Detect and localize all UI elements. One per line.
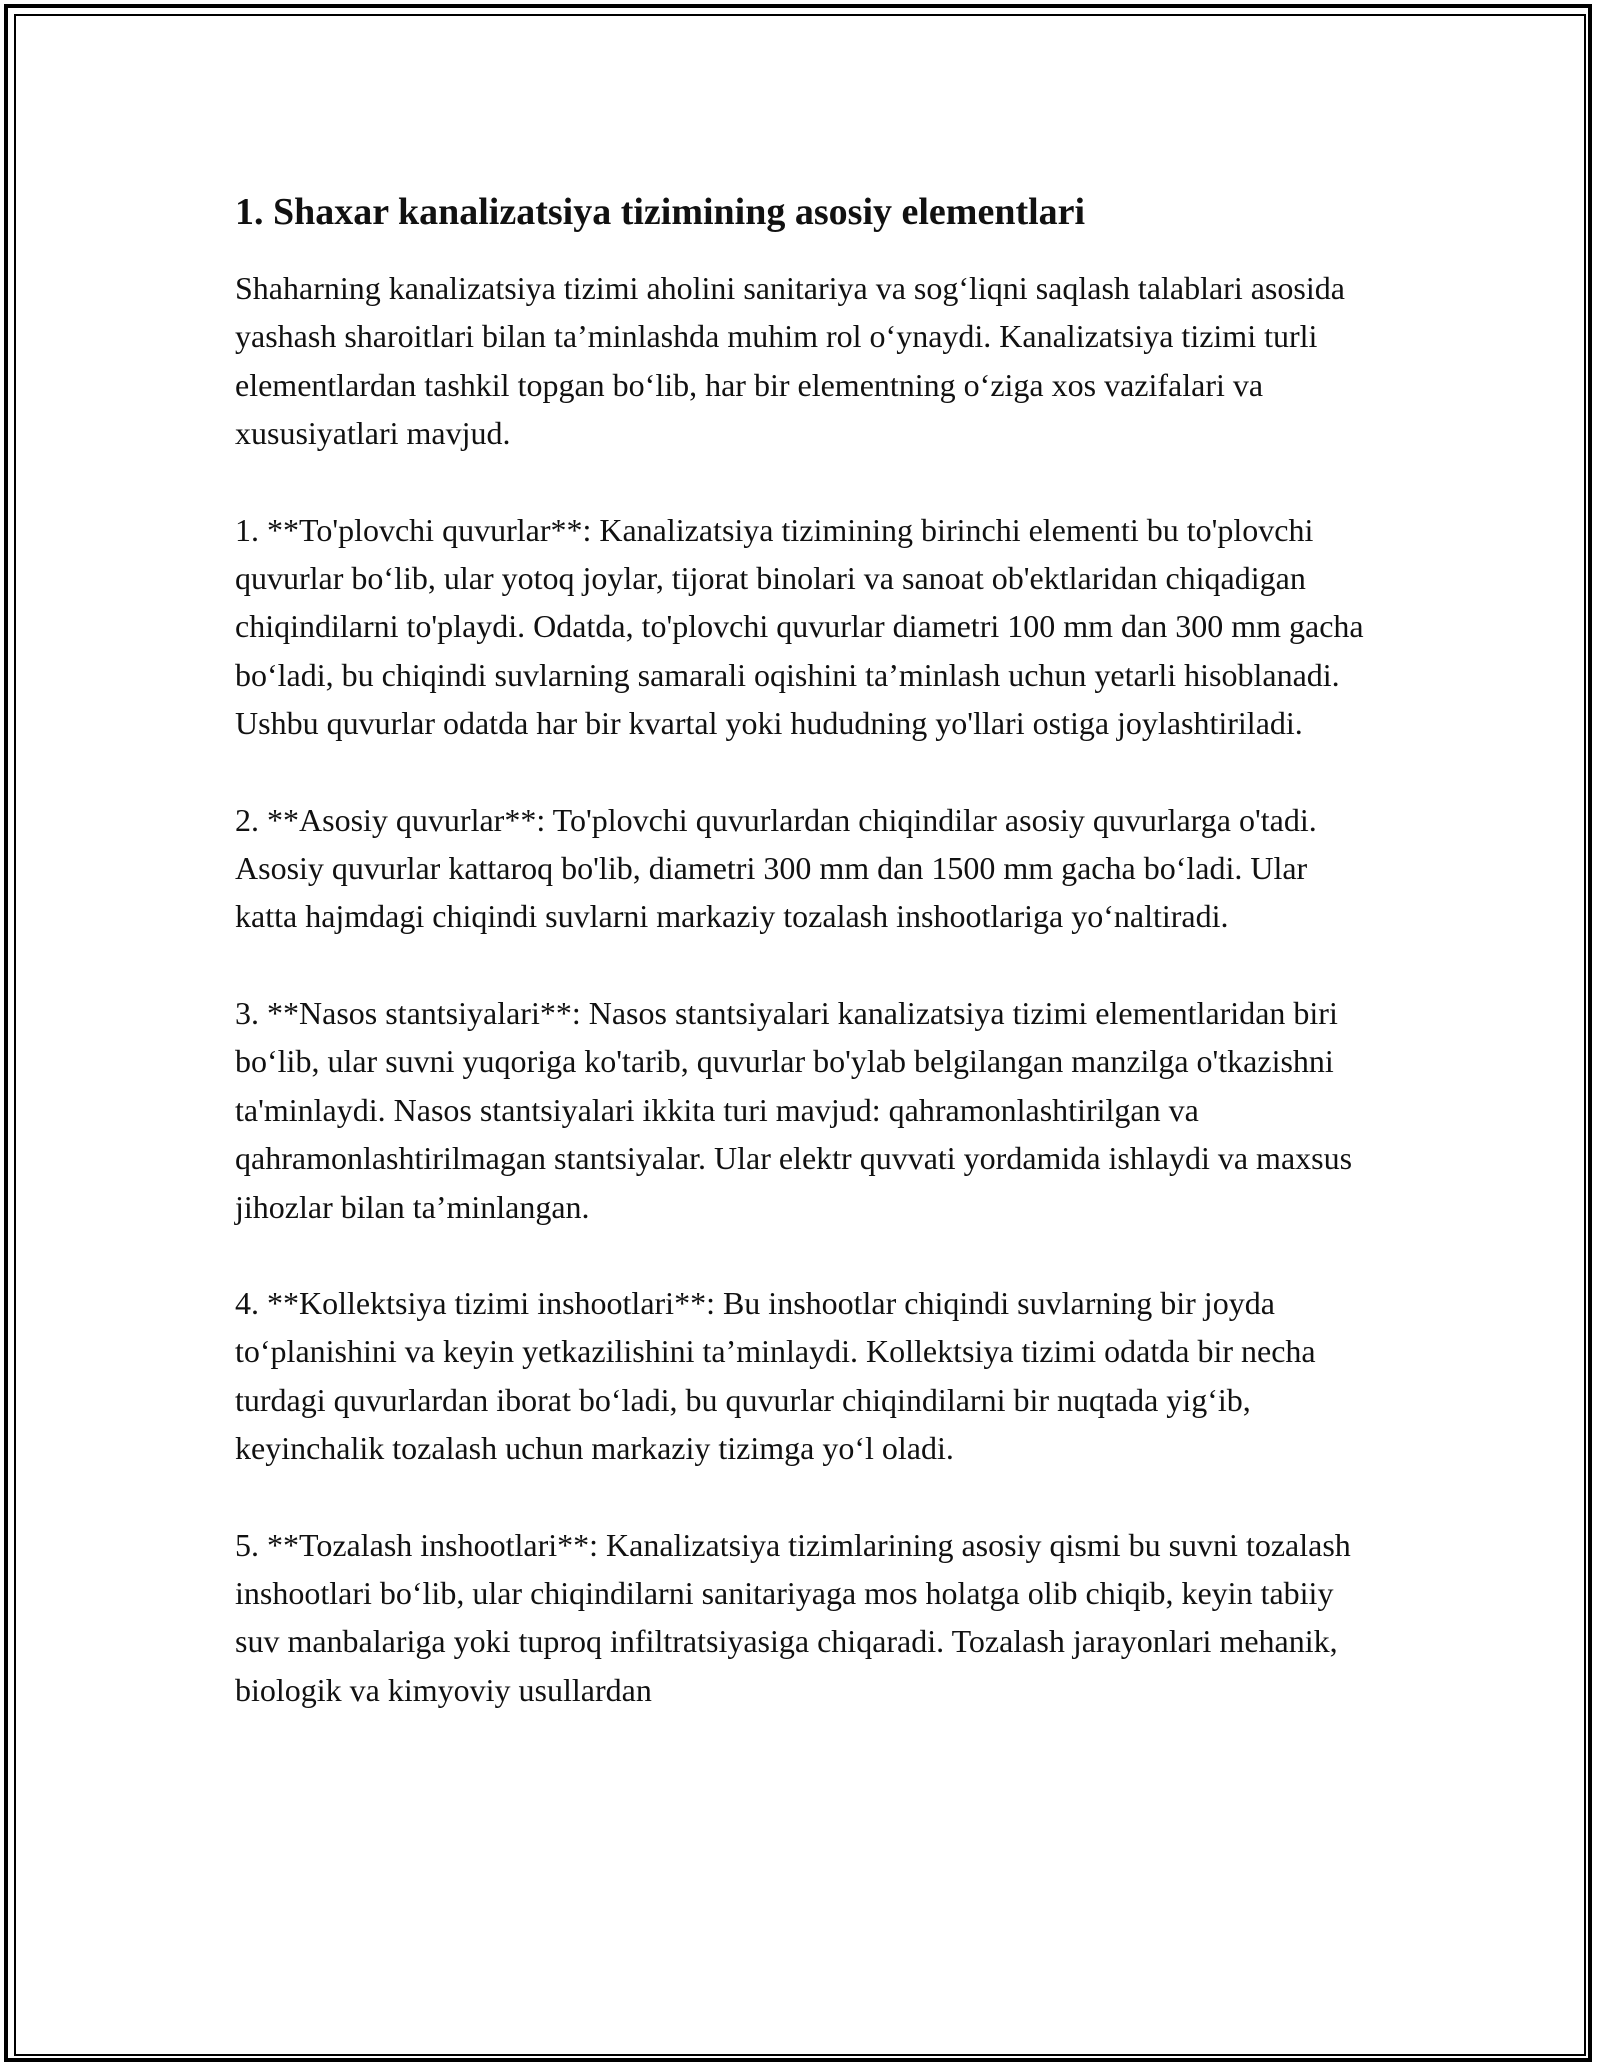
- paragraph-main-pipes: 2. **Asosiy quvurlar**: To'plovchi quvurlardan chiqindilar asosiy quvurlarga o'tadi. Asosiy quvurlar kattaroq bo'lib, diametri 300 mm dan 1500 mm gacha bo‘ladi. Ular katta hajmdagi chiqindi suvlarni markaziy tozalash inshootlariga yo‘naltiradi.: [235, 801, 1317, 935]
- paragraph-collection-facilities: 4. **Kollektsiya tizimi inshootlari**: Bu inshootlar chiqindi suvlarning bir joyda to‘planishini va keyin yetkazilishini ta’minlaydi. Kollektsiya tizimi odatda bir necha turdagi quvurlardan iborat bo‘ladi, bu quvurlar chiqindilarni bir nuqtada yig‘ib, keyinchalik tozalash uchun markaziy tizimga yo‘l oladi.: [235, 1284, 1316, 1467]
- paragraph-collector-pipes: 1. **To'plovchi quvurlar**: Kanalizatsiya tizimining birinchi elementi bu to'plovchi quvurlar bo‘lib, ular yotoq joylar, tijorat binolari va sanoat ob'ektlaridan chiqadigan chiqindilarni to'playdi. Odatda, to'plovchi quvurlar diametri 100 mm dan 300 mm gacha bo‘ladi, bu chiqindi suvlarning samarali oqishini ta’minlash uchun yetarli hisoblanadi. Ushbu quvurlar odatda har bir kvartal yoki hududning yo'llari ostiga joylashtiriladi.: [235, 511, 1364, 742]
- paragraph-treatment-facilities: 5. **Tozalash inshootlari**: Kanalizatsiya tizimlarining asosiy qismi bu suvni tozalash inshootlari bo‘lib, ular chiqindilarni sanitariyaga mos holatga olib chiqib, keyin tabiiy suv manbalariga yoki tuproq infiltratsiyasiga chiqaradi. Tozalash jarayonlari mehanik, biologik va kimyoviy usullardan: [235, 1526, 1351, 1708]
- paragraph-pump-stations: 3. **Nasos stantsiyalari**: Nasos stantsiyalari kanalizatsiya tizimi elementlaridan biri bo‘lib, ular suvni yuqoriga ko'tarib, quvurlar bo'ylab belgilangan manzilga o'tkazishni ta'minlaydi. Nasos stantsiyalari ikkita turi mavjud: qahramonlashtirilgan va qahramonlashtirilmagan stantsiyalar. Ular elektr quvvati yordamida ishlaydi va maxsus jihozlar bilan ta’minlangan.: [235, 994, 1353, 1225]
- intro-paragraph: Shaharning kanalizatsiya tizimi aholini sanitariya va sog‘liqni saqlash talablari asosida yashash sharoitlari bilan ta’minlashda muhim rol o‘ynaydi. Kanalizatsiya tizimi turli elementlardan tashkil topgan bo‘lib, har bir elementning o‘ziga xos vazifalari va xususiyatlari mavjud.: [235, 270, 1345, 452]
- document-body: [235, 188, 1375, 1714]
- section-heading: 1. Shaxar kanalizatsiya tizimining asosiy elementlari: [235, 191, 1086, 233]
